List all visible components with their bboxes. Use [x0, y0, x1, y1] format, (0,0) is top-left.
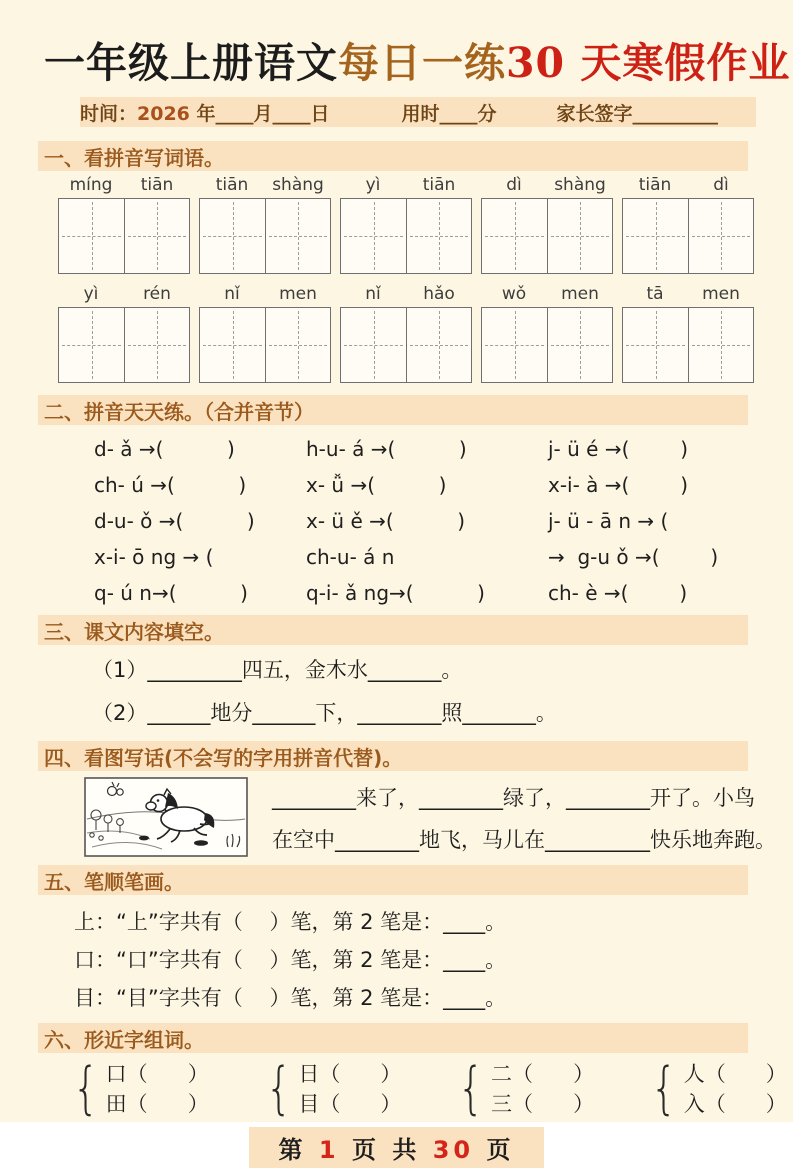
pair-top: 日（ ） — [298, 1062, 402, 1087]
writing-cell — [199, 307, 265, 383]
page-footer — [0, 1127, 793, 1168]
pinyin-syllable: nǐ — [365, 284, 381, 305]
year-value: 2026 — [137, 102, 190, 125]
footer-middle: 页 共 — [339, 1136, 433, 1165]
section4-header: 四、看图写话(不会写的字用拼音代替)。 — [38, 741, 748, 771]
pinyin-word-group — [340, 284, 472, 383]
writing-grid — [199, 307, 331, 383]
pair-bottom: 入（ ） — [683, 1092, 787, 1117]
section5-header: 五、笔顺笔画。 — [38, 865, 748, 895]
writing-cell — [58, 307, 124, 383]
writing-cell — [688, 307, 754, 383]
pinyin-row-2 — [58, 284, 793, 383]
pinyin-word-group — [622, 175, 754, 274]
pair-top: 二（ ） — [491, 1062, 595, 1087]
rock — [194, 840, 208, 846]
stroke-line: 目：“目”字共有（ ）笔，第 2 笔是：____。 — [74, 986, 507, 1011]
pinyin-word-group — [58, 175, 190, 274]
writing-cell — [340, 198, 406, 274]
pinyin-word-group — [340, 175, 472, 274]
pinyin-word-group — [622, 284, 754, 383]
writing-grid — [58, 307, 190, 383]
time-label: 时间： — [80, 102, 138, 125]
pinyin-syllable: shàng — [554, 175, 606, 196]
pair-top: 人（ ） — [683, 1062, 787, 1087]
writing-cell — [124, 307, 190, 383]
merge-item: x-i- ō ng → ( — [94, 545, 214, 570]
pinyin-syllable: men — [702, 284, 740, 305]
writing-grid — [622, 307, 754, 383]
merge-item: h-u- á →( ) — [306, 437, 467, 462]
page-title — [0, 0, 793, 87]
section2-header: 二、拼音天天练。（合并音节） — [38, 395, 748, 425]
merge-item: j- ü - ā n → ( — [548, 509, 669, 534]
pinyin-word-group — [481, 175, 613, 274]
pinyin-word-group — [199, 175, 331, 274]
writing-cell — [199, 198, 265, 274]
title-homework-part: 30 天寒假作业 — [506, 39, 791, 87]
pinyin-syllable: tiān — [422, 175, 456, 196]
stroke-order-block — [74, 903, 793, 1017]
merge-item: ch-u- á n — [306, 545, 395, 570]
writing-cell — [265, 198, 331, 274]
writing-cell — [622, 307, 688, 383]
section3-header: 三、课文内容填空。 — [38, 615, 748, 645]
writing-cell — [58, 198, 124, 274]
character-pair — [261, 1056, 402, 1122]
pinyin-syllable: wǒ — [501, 284, 527, 305]
writing-cell — [688, 198, 754, 274]
merge-item: d-u- ǒ →( ) — [94, 509, 255, 534]
pinyin-syllable: nǐ — [224, 284, 240, 305]
pinyin-syllable: shàng — [272, 175, 324, 196]
pinyin-word-group — [481, 284, 613, 383]
writing-cell — [547, 198, 613, 274]
title-daily-part: 每日一练 — [338, 39, 506, 87]
writing-grid — [340, 198, 472, 274]
merge-item: ch- è →( ) — [548, 581, 688, 606]
stroke-line: 上：“上”字共有（ ）笔，第 2 笔是：____。 — [74, 910, 507, 935]
writing-cell — [547, 307, 613, 383]
writing-cell — [481, 307, 547, 383]
pinyin-syllable: men — [561, 284, 599, 305]
pinyin-syllable: tiān — [140, 175, 174, 196]
writing-cell — [406, 198, 472, 274]
merge-item: q-i- ǎ ng→( ) — [306, 581, 485, 606]
pinyin-word-group — [58, 284, 190, 383]
writing-grid — [340, 307, 472, 383]
pinyin-syllable: tiān — [215, 175, 249, 196]
writing-grid — [58, 198, 190, 274]
pair-top: 口（ ） — [105, 1062, 209, 1087]
brace-glyph: { — [72, 1056, 100, 1122]
writing-grid — [199, 198, 331, 274]
section1-header: 一、看拼音写词语。 — [38, 141, 748, 171]
pinyin-syllable: tiān — [638, 175, 672, 196]
brace-glyph: { — [265, 1056, 292, 1122]
merge-item: q- ú n→( ) — [94, 581, 248, 606]
brace-glyph: { — [457, 1056, 485, 1122]
writing-grid — [622, 198, 754, 274]
character-pair — [646, 1056, 787, 1122]
footer-suffix: 页 — [474, 1136, 515, 1165]
section6-header: 六、形近字组词。 — [38, 1023, 748, 1053]
pair-bottom: 目（ ） — [298, 1092, 402, 1117]
writing-grid — [481, 307, 613, 383]
merge-item: x- ü ě →( ) — [306, 509, 466, 534]
similar-characters-block — [68, 1056, 793, 1122]
date-field — [80, 99, 330, 126]
character-pair — [453, 1056, 595, 1122]
horse-scene-illustration — [84, 777, 248, 857]
writing-cell — [622, 198, 688, 274]
fill-blank-line-2: （2）______地分______下，________照_______。 — [92, 701, 557, 726]
pair-bottom: 田（ ） — [105, 1092, 209, 1117]
writing-grid — [481, 198, 613, 274]
pinyin-syllable: míng — [69, 175, 113, 196]
date-blanks: 年____月____日 — [189, 102, 330, 125]
syllable-merge-exercises — [94, 431, 793, 611]
pinyin-syllable: yì — [365, 175, 381, 196]
writing-cell — [340, 307, 406, 383]
picture-writing-line-1: ________来了，________绿了，________开了。小鸟 — [272, 786, 755, 811]
merge-item: d- ǎ →( ) — [94, 437, 235, 462]
pinyin-row-1 — [58, 175, 793, 274]
merge-item: ch- ú →( ) — [94, 473, 247, 498]
stroke-line: 口：“口”字共有（ ）笔，第 2 笔是：____。 — [74, 948, 507, 973]
character-pair — [68, 1056, 209, 1122]
duration-field: 用时____分 — [401, 102, 497, 125]
pinyin-syllable: men — [279, 284, 317, 305]
picture-writing-line-2: 在空中________地飞，马儿在__________快乐地奔跑。 — [272, 828, 776, 853]
title-grade-part: 一年级上册语文 — [44, 39, 338, 87]
brace-glyph: { — [650, 1056, 678, 1122]
writing-cell — [265, 307, 331, 383]
footer-prefix: 第 — [278, 1136, 319, 1165]
picture-writing-block — [84, 777, 793, 861]
pinyin-syllable: yì — [83, 284, 99, 305]
merge-item: → g-u ǒ →( ) — [548, 545, 719, 570]
signature-field: 家长签字_________ — [556, 102, 719, 125]
writing-cell — [406, 307, 472, 383]
fill-blank-line-1: （1）_________四五，金木水_______。 — [92, 658, 463, 683]
meta-row — [80, 97, 756, 127]
merge-item: x-i- à →( ) — [548, 473, 689, 498]
pinyin-syllable: rén — [143, 284, 171, 305]
pinyin-word-group — [199, 284, 331, 383]
current-page-number: 1 — [318, 1136, 340, 1165]
pinyin-syllable: hǎo — [423, 284, 455, 305]
pinyin-syllable: dì — [506, 175, 522, 196]
pinyin-syllable: tā — [646, 284, 664, 305]
page-indicator — [249, 1127, 545, 1168]
pinyin-syllable: dì — [713, 175, 729, 196]
pair-bottom: 三（ ） — [491, 1092, 595, 1117]
writing-cell — [481, 198, 547, 274]
total-page-number: 30 — [432, 1136, 475, 1165]
rock — [139, 836, 149, 841]
writing-cell — [124, 198, 190, 274]
merge-item: j- ü é →( ) — [548, 437, 689, 462]
merge-item: x- ǚ →( ) — [306, 473, 447, 498]
